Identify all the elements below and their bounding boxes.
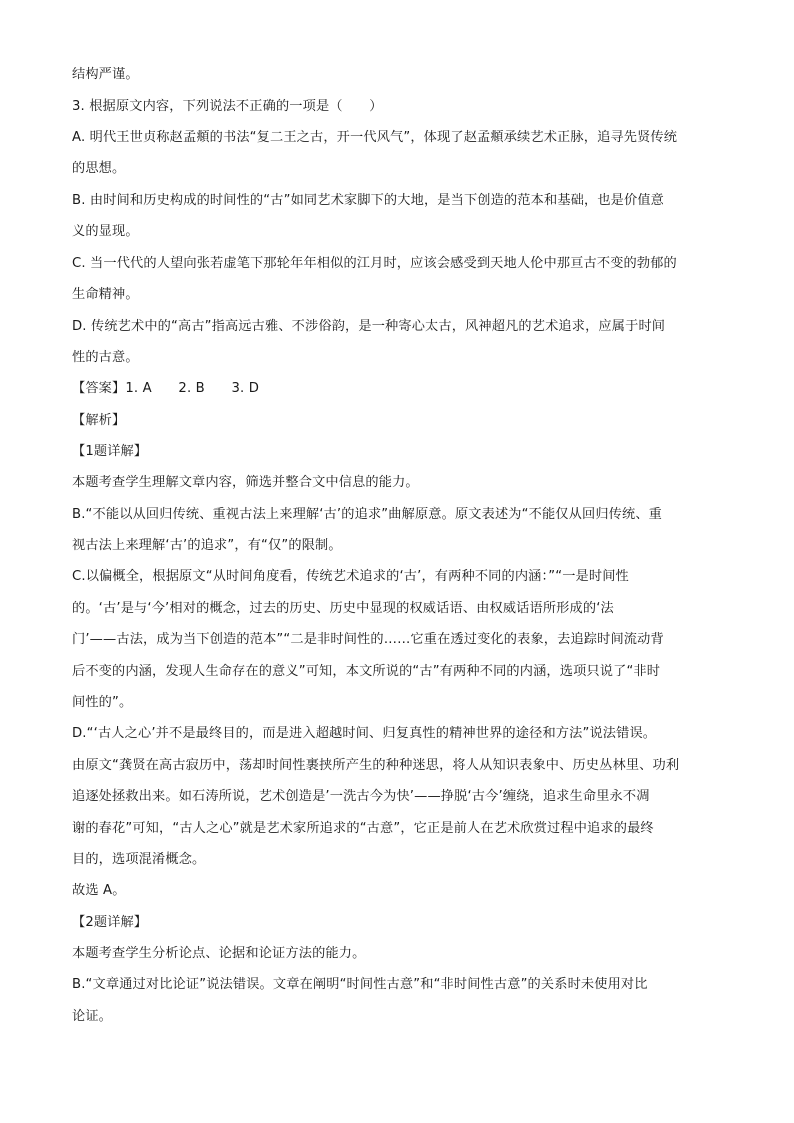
text-line: 本题考查学生分析论点、论据和论证方法的能力。 <box>72 946 366 961</box>
text-line: D.“‘古人之心’并不是最终目的，而是进入超越时间、归复真性的精神世界的途径和方法”说法错误。 <box>72 726 657 741</box>
text-line: 目的，选项混淆概念。 <box>72 852 206 867</box>
text-line: 论证。 <box>72 1009 113 1024</box>
option-d-line-2: 性的古意。 <box>72 350 139 365</box>
option-b-line-2: 义的显现。 <box>72 224 139 239</box>
text-line: 间性的”。 <box>72 695 133 710</box>
text-line: 本题考查学生理解文章内容，筛选并整合文中信息的能力。 <box>72 475 419 490</box>
option-a-line-2: 的思想。 <box>72 161 126 176</box>
text-line: 视古法上来理解‘古’的追求”，有“仅”的限制。 <box>72 538 342 553</box>
section-2-heading: 【2题详解】 <box>72 915 148 930</box>
option-b-line-1: B. 由时间和历史构成的时间性的“古”如同艺术家脚下的大地，是当下创造的范本和基础，也是价值意 <box>72 193 665 208</box>
text-line: B.“不能以从回归传统、重视古法上来理解‘古’的追求”曲解原意。原文表述为“不能仅从回归传统、重 <box>72 507 663 522</box>
option-c-line-1: C. 当一代代的人望向张若虚笔下那轮年年相似的江月时，应该会感受到天地人伦中那亘古不变的勃郁的 <box>72 256 677 271</box>
text-line: 后不变的内涵，发现人生命存在的意义”可知，本文所说的“古”有两种不同的内涵，选项只说了“非时 <box>72 664 661 679</box>
option-d-line-1: D. 传统艺术中的“高古”指高远古雅、不涉俗韵，是一种寄心太古，风神超凡的艺术追求，应属于时间 <box>72 319 666 334</box>
question-3-stem: 3. 根据原文内容，下列说法不正确的一项是（ ） <box>72 99 383 114</box>
option-c-line-2: 生命精神。 <box>72 287 139 302</box>
text-line: 的。‘古’是与‘今’相对的概念，过去的历史、历史中显现的权威话语、由权威话语所形成的‘法 <box>72 601 614 616</box>
text-line: 结构严谨。 <box>72 67 139 82</box>
text-line: 谢的春花”可知，“古人之心”就是艺术家所追求的“古意”，它正是前人在艺术欣赏过程中追求的最终 <box>72 821 654 836</box>
text-line: C.以偏概全，根据原文“从时间角度看，传统艺术追求的‘古’，有两种不同的内涵：”“一是时间性 <box>72 569 629 584</box>
option-a-line-1: A. 明代王世贞称赵孟頫的书法“复二王之古，开一代风气”，体现了赵孟頫承续艺术正脉，追寻先贤传统 <box>72 130 678 145</box>
answer-line: 【答案】1. A 2. B 3. D <box>72 381 260 396</box>
text-line: 由原文“龚贤在高古寂历中，荡却时间性裹挟所产生的种种迷思，将人从知识表象中、历史丛林里、功利 <box>72 758 680 773</box>
text-line: 故选 A。 <box>72 883 126 898</box>
analysis-heading: 【解析】 <box>72 413 126 428</box>
text-line: 门’——古法，成为当下创造的范本”“二是非时间性的……它重在透过变化的表象，去追踪时间流动背 <box>72 632 664 647</box>
section-1-heading: 【1题详解】 <box>72 444 148 459</box>
text-line: 追逐处拯救出来。如石涛所说，艺术创造是’一洗古今为快’——挣脱‘古今’缠绕，追求生命里永不凋 <box>72 789 650 804</box>
text-line: B.“文章通过对比论证”说法错误。文章在阐明“时间性古意”和“非时间性古意”的关系时未使用对比 <box>72 977 648 992</box>
